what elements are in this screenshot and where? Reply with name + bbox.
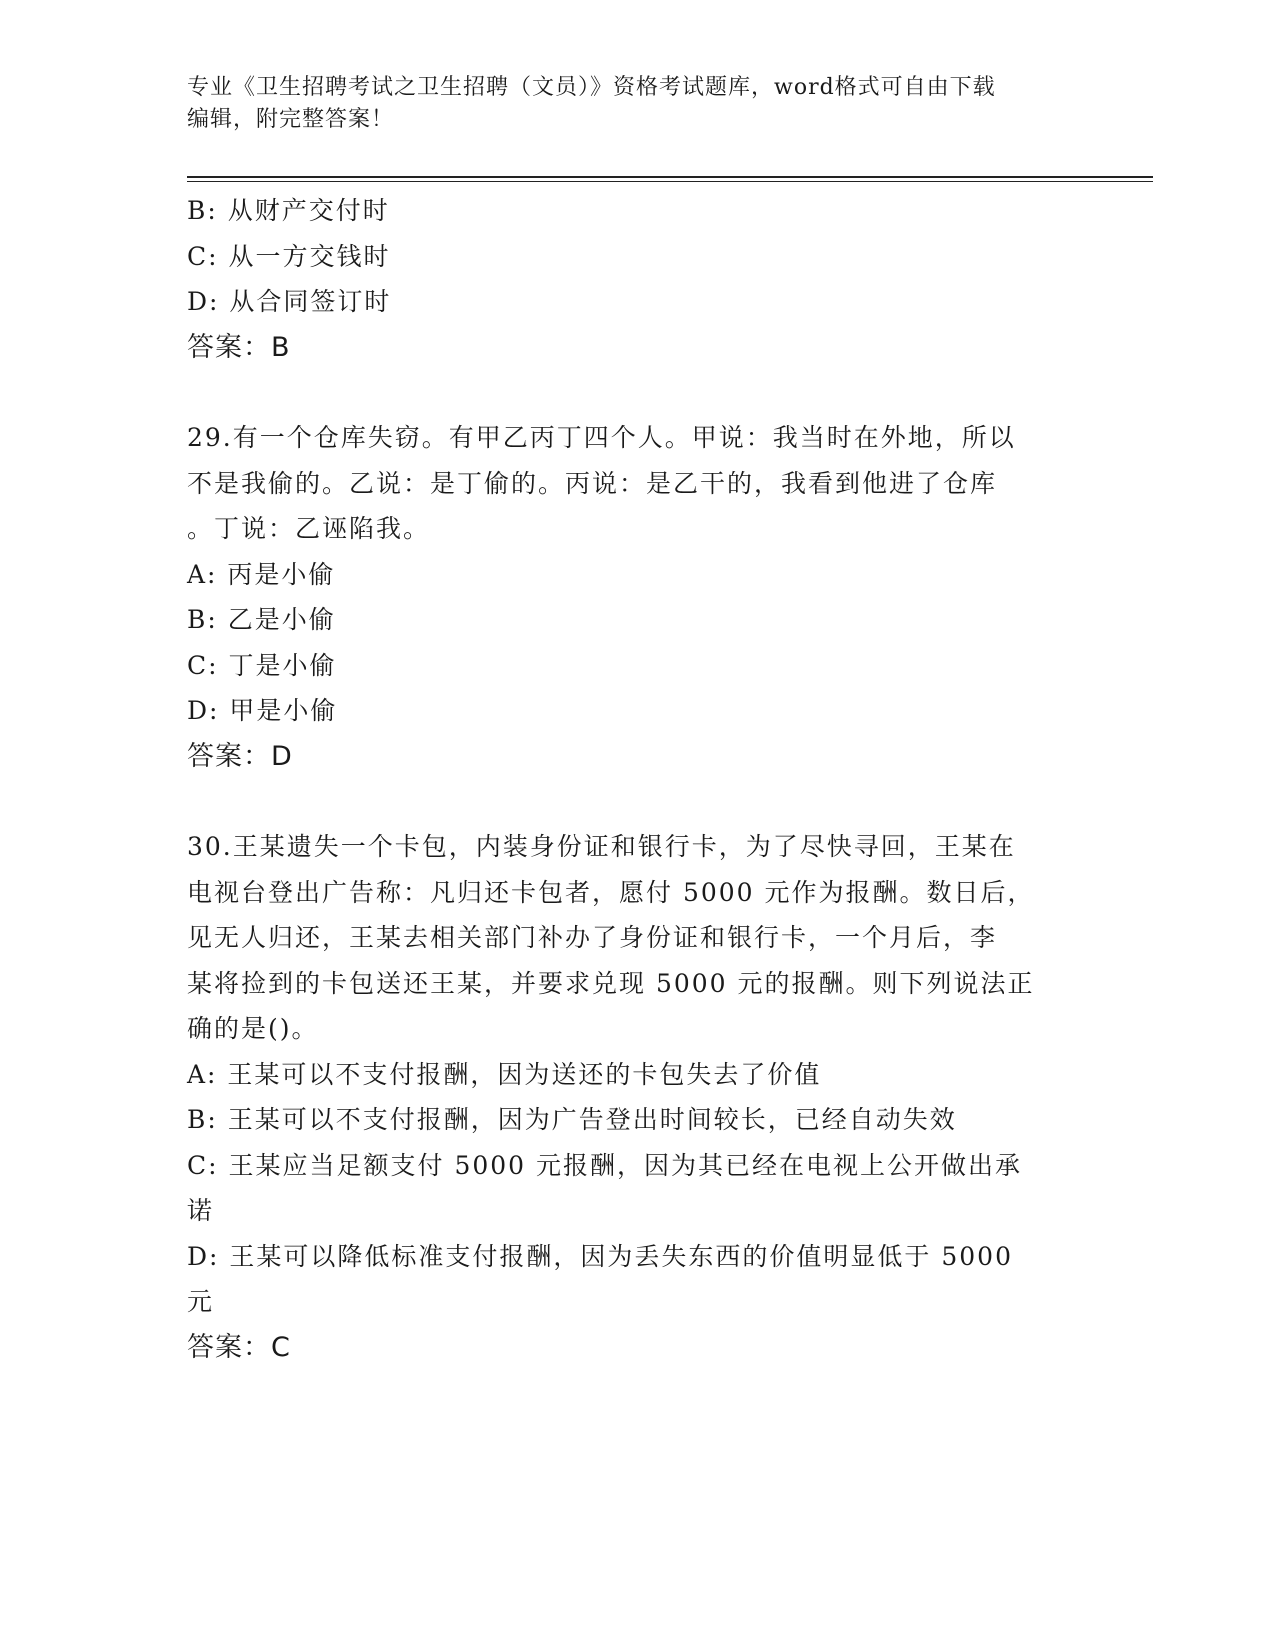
question-28-tail <box>187 188 1077 370</box>
question-stem-line: 确的是()。 <box>187 1014 319 1043</box>
question-stem-line: 不是我偷的。乙说：是丁偷的。丙说：是乙干的，我看到他进了仓库 <box>187 468 998 498</box>
option-c: C: 从一方交钱时 <box>187 241 391 271</box>
header-rule-thick <box>187 176 1153 178</box>
question-stem-line: 电视台登出广告称：凡归还卡包者，愿付 5000 元作为报酬。数日后， <box>187 877 1035 907</box>
question-stem-line: 。丁说：乙诬陷我。 <box>187 514 431 543</box>
option-b: B: 从财产交付时 <box>187 196 390 225</box>
option-d: D: 从合同签订时 <box>187 287 392 316</box>
question-30 <box>187 824 1077 1370</box>
question-stem-line: 30.王某遗失一个卡包，内装身份证和银行卡，为了尽快寻回，王某在 <box>187 832 1016 861</box>
answer-line: 答案：C <box>187 1331 291 1363</box>
spacer <box>187 779 1077 824</box>
question-stem-line: 见无人归还，王某去相关部门补办了身份证和银行卡，一个月后，李 <box>187 923 998 952</box>
option-a: A: 丙是小偷 <box>187 559 336 589</box>
option-b: B: 王某可以不支付报酬，因为广告登出时间较长，已经自动失效 <box>187 1105 957 1134</box>
document-header <box>187 72 1067 136</box>
option-a: A: 王某可以不支付报酬，因为送还的卡包失去了价值 <box>187 1059 822 1089</box>
question-stem-line: 某将捡到的卡包送还王某，并要求兑现 5000 元的报酬。则下列说法正 <box>187 968 1035 998</box>
spacer <box>187 370 1077 415</box>
option-d: D: 甲是小偷 <box>187 696 338 725</box>
header-line-2: 编辑，附完整答案！ <box>187 107 395 132</box>
answer-line: 答案：B <box>187 331 291 363</box>
option-c: C: 王某应当足额支付 5000 元报酬，因为其已经在电视上公开做出承 <box>187 1150 1023 1180</box>
document-body <box>187 188 1077 1370</box>
option-c-continued: 诺 <box>187 1196 215 1225</box>
option-c: C: 丁是小偷 <box>187 650 337 680</box>
answer-line: 答案：D <box>187 740 293 772</box>
header-rule-thin <box>187 181 1153 182</box>
option-b: B: 乙是小偷 <box>187 605 336 634</box>
option-d: D: 王某可以降低标准支付报酬，因为丢失东西的价值明显低于 5000 <box>187 1241 1013 1271</box>
question-29 <box>187 415 1077 779</box>
option-d-continued: 元 <box>187 1287 215 1316</box>
question-stem-line: 29.有一个仓库失窃。有甲乙丙丁四个人。甲说：我当时在外地，所以 <box>187 423 1016 452</box>
header-line-1: 专业《卫生招聘考试之卫生招聘（文员）》资格考试题库，word格式可自由下载 <box>187 75 996 100</box>
